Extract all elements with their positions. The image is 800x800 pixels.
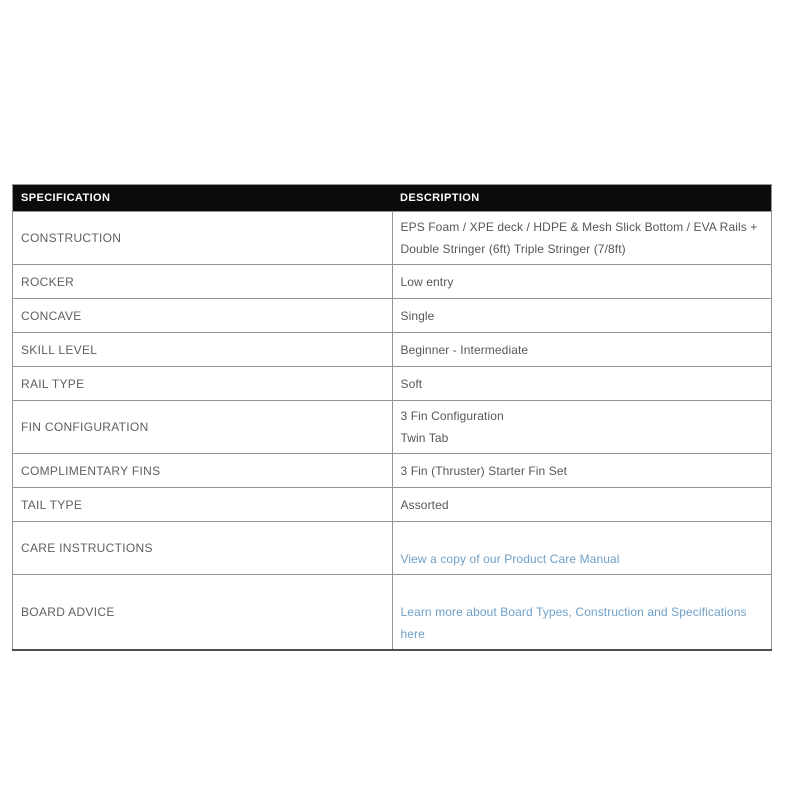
blank-line: [401, 526, 762, 548]
blank-line: [401, 579, 762, 601]
column-header-specification: SPECIFICATION: [13, 185, 393, 212]
spec-value-cell: Soft: [392, 367, 772, 401]
table-row-rocker: [13, 265, 772, 299]
spec-value-line-2: Twin Tab: [400, 431, 449, 445]
spec-value-cell: Assorted: [392, 488, 772, 522]
spec-name-cell: CARE INSTRUCTIONS: [13, 522, 393, 575]
table-row-construction: [13, 212, 772, 265]
spec-value-cell: Beginner - Intermediate: [392, 333, 772, 367]
spec-table-container: [12, 184, 772, 651]
header-row: [13, 185, 772, 212]
spec-value-cell: EPS Foam / XPE deck / HDPE & Mesh Slick Bottom / EVA Rails + Double Stringer (6ft) Triple Stringer (7/8ft): [392, 212, 772, 265]
column-header-description: DESCRIPTION: [392, 185, 772, 212]
spec-value-cell: Single: [392, 299, 772, 333]
spec-name-cell: ROCKER: [13, 265, 393, 299]
spec-name-cell: TAIL TYPE: [13, 488, 393, 522]
spec-name-cell: RAIL TYPE: [13, 367, 393, 401]
board-advice-link[interactable]: Learn more about Board Types, Construction and Specifications here: [400, 605, 747, 641]
table-row-concave: [13, 299, 772, 333]
spec-value-cell: [392, 575, 772, 651]
spec-name-cell: CONSTRUCTION: [13, 212, 393, 265]
spec-value-cell: [392, 522, 772, 575]
spec-value-cell: Low entry: [392, 265, 772, 299]
spec-name-cell: CONCAVE: [13, 299, 393, 333]
specification-table: [12, 184, 772, 651]
spec-value-line-1: 3 Fin Configuration: [400, 409, 504, 423]
table-row-complimentary-fins: [13, 454, 772, 488]
product-care-manual-link[interactable]: View a copy of our Product Care Manual: [400, 552, 620, 566]
table-row-tail-type: [13, 488, 772, 522]
spec-value-cell: 3 Fin (Thruster) Starter Fin Set: [392, 454, 772, 488]
table-row-rail-type: [13, 367, 772, 401]
table-row-skill-level: [13, 333, 772, 367]
table-body: [13, 212, 772, 651]
table-row-care-instructions: [13, 522, 772, 575]
spec-name-cell: COMPLIMENTARY FINS: [13, 454, 393, 488]
table-header: [13, 185, 772, 212]
table-row-fin-configuration: [13, 401, 772, 454]
spec-name-cell: FIN CONFIGURATION: [13, 401, 393, 454]
spec-name-cell: SKILL LEVEL: [13, 333, 393, 367]
table-row-board-advice: [13, 575, 772, 651]
spec-value-cell: [392, 401, 772, 454]
spec-name-cell: BOARD ADVICE: [13, 575, 393, 651]
